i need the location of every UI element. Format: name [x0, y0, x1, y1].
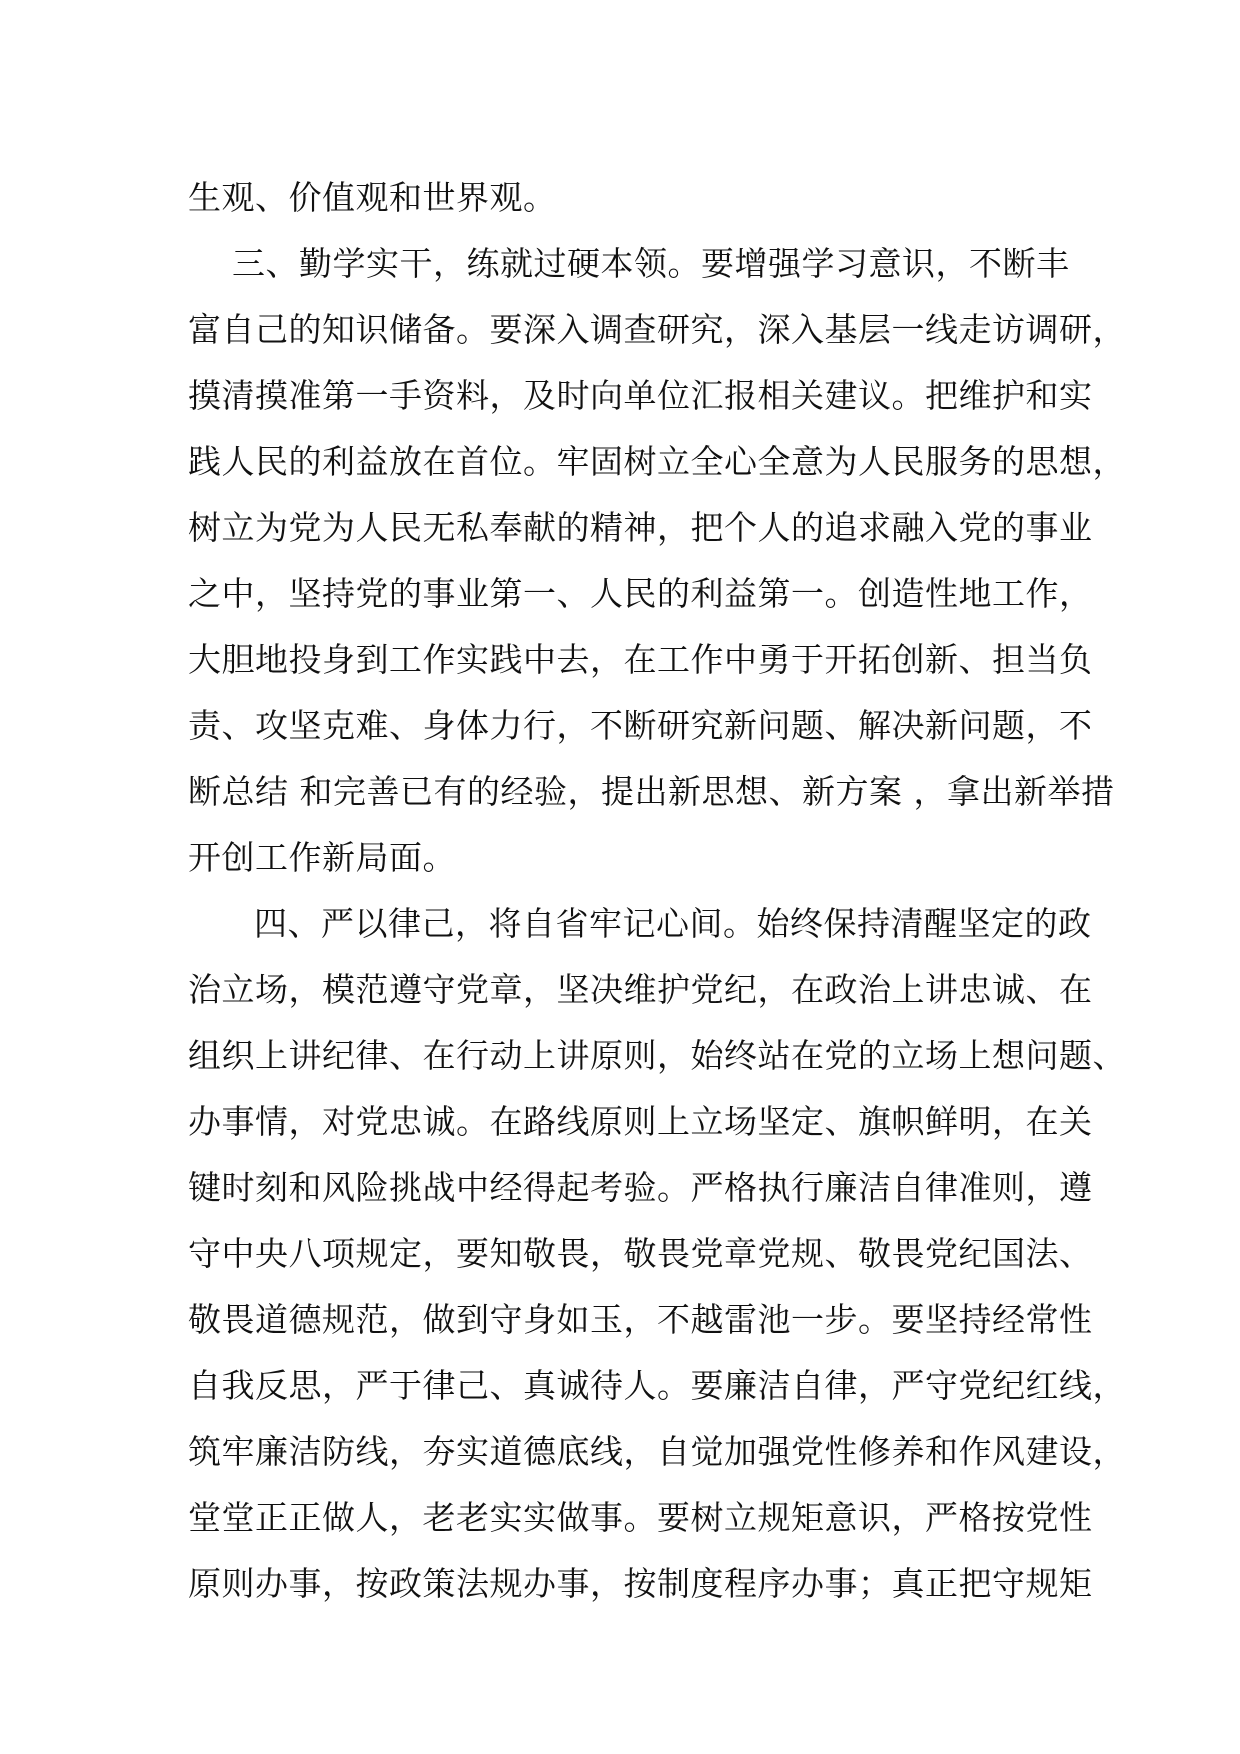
text-line: 三、勤学实干，练就过硬本领。要增强学习意识，不断丰	[188, 244, 1070, 283]
text-line: 组织上讲纪律、在行动上讲原则，始终站在党的立场上想问题、	[188, 1036, 1126, 1075]
text-line: 堂堂正正做人，老老实实做事。要树立规矩意识，严格按党性	[188, 1498, 1093, 1537]
text-line: 生观、价值观和世界观。	[188, 178, 557, 217]
text-line: 树立为党为人民无私奉献的精神，把个人的追求融入党的事业	[188, 508, 1093, 547]
text-line: 责、攻坚克难、身体力行，不断研究新问题、解决新问题，不	[188, 706, 1093, 745]
text-line: 摸清摸准第一手资料，及时向单位汇报相关建议。把维护和实	[188, 376, 1093, 415]
text-line: 原则办事，按政策法规办事，按制度程序办事；真正把守规矩	[188, 1564, 1093, 1603]
text-line: 践人民的利益放在首位。牢固树立全心全意为人民服务的思想，	[188, 442, 1126, 481]
text-line: 富自己的知识储备。要深入调查研究，深入基层一线走访调研，	[188, 310, 1126, 349]
text-line: 办事情，对党忠诚。在路线原则上立场坚定、旗帜鲜明，在关	[188, 1102, 1093, 1141]
text-line: 自我反思，严于律己、真诚待人。要廉洁自律，严守党纪红线，	[188, 1366, 1126, 1405]
text-line: 治立场，模范遵守党章，坚决维护党纪，在政治上讲忠诚、在	[188, 970, 1093, 1009]
text-line: 敬畏道德规范，做到守身如玉，不越雷池一步。要坚持经常性	[188, 1300, 1093, 1339]
text-line: 四、严以律己，将自省牢记心间。始终保持清醒坚定的政	[188, 904, 1092, 943]
text-line: 断总结 和完善已有的经验，提出新思想、新方案 ，拿出新举措	[188, 772, 1115, 811]
text-line: 键时刻和风险挑战中经得起考验。严格执行廉洁自律准则，遵	[188, 1168, 1093, 1207]
text-line: 大胆地投身到工作实践中去，在工作中勇于开拓创新、担当负	[188, 640, 1093, 679]
text-line: 开创工作新局面。	[188, 838, 456, 877]
text-line: 筑牢廉洁防线，夯实道德底线，自觉加强党性修养和作风建设，	[188, 1432, 1126, 1471]
text-line: 守中央八项规定，要知敬畏，敬畏党章党规、敬畏党纪国法、	[188, 1234, 1093, 1273]
text-line: 之中，坚持党的事业第一、人民的利益第一。创造性地工作，	[188, 574, 1093, 613]
